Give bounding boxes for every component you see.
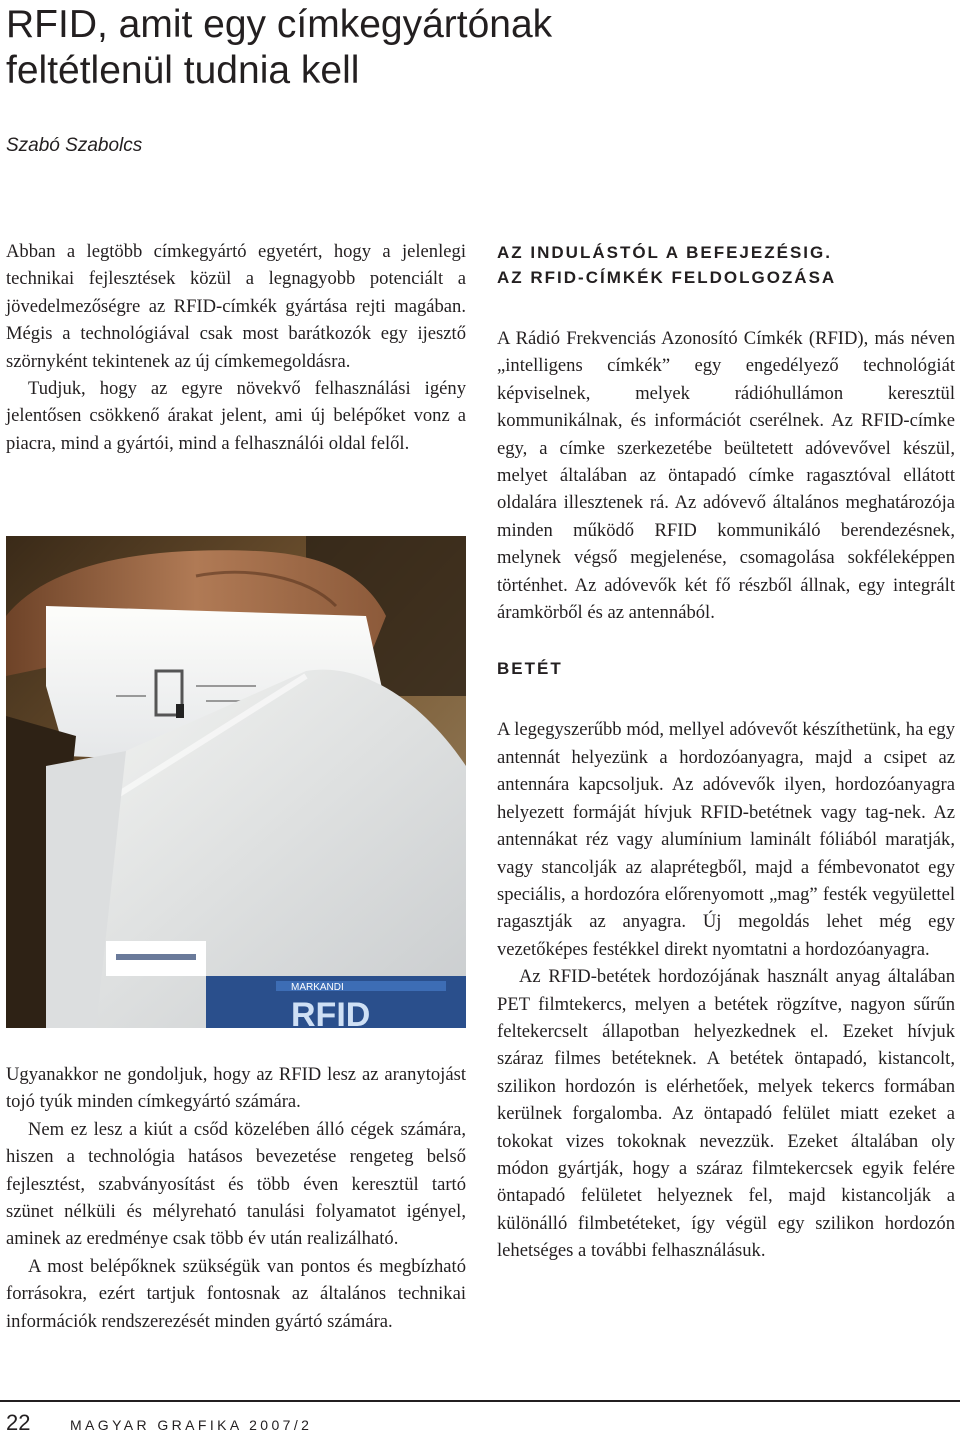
inlay-paragraph-2: Az RFID-betétek hordozójának használt anyag általában PET filmtekercs, melyen a betétek rögzítve, nagyon sűrűn feltekercselt állapotban helyezkednek el. Ezeket hívjuk száraz filmes betéteknek. A betétek öntapadó, kistancolt, szilikon hordozón is elérhetőek, melyek tekercs formában kerülnek forgalomba. Az öntapadó felület miatt ezeket a tokokat vizes tokoknak nevezzük. Ezeket általában oly módon gyártják, hogy a száraz filmtekercsek egyik felére öntapadó felületet helyeznek fel, majd kistancolják a különálló filmbetéteket, így végül egy szilikon hordozón lehetséges a további felhasználásuk. [497, 966, 955, 1262]
intro-paragraph-1: Abban a legtöbb címkegyártó egyetért, hogy a jelenlegi technikai fejlesztések közül a legnagyobb potenciált a jövedelmezőségre az RFID-címkék gyártása rejti magában. Mégis a technológiával csak most barátkozók egy ijesztő szörnyként tekintenek az új címkemegoldásra. [6, 241, 466, 372]
spacer [497, 290, 955, 325]
photo-label-brand: MARKANDI [291, 982, 344, 993]
spacer [497, 626, 955, 656]
section-heading-processing [497, 240, 955, 290]
section-heading-line-2: AZ RFID-CÍMKÉK FELDOLGOZÁSA [497, 268, 837, 287]
intro-column [6, 238, 466, 457]
rfid-label-photo [6, 536, 466, 1028]
title-line-2: feltétlenül tudnia kell [6, 49, 360, 92]
section-heading-inlay: BETÉT [497, 659, 563, 679]
right-column [497, 240, 955, 1265]
magazine-name: MAGYAR GRAFIKA 2007/2 [70, 1417, 313, 1433]
photo-label-rfid: RFID [291, 996, 371, 1028]
lower-paragraph-3: A most belépőknek szükségük van pontos és megbízható forrásokra, ezért tartjuk fontosnak az általános technikai információk rendszerezését minden gyártó számára. [6, 1255, 466, 1332]
lower-paragraph-1: Ugyanakkor ne gondoljuk, hogy az RFID lesz az aranytojást tojó tyúk minden címkegyártó számára. [6, 1064, 466, 1113]
section-heading-line-1: AZ INDULÁSTÓL A BEFEJEZÉSIG. [497, 243, 832, 262]
spacer [497, 681, 955, 716]
author-byline: Szabó Szabolcs [6, 135, 143, 156]
page-number: 22 [6, 1410, 31, 1435]
footer-rule [0, 1400, 960, 1402]
processing-paragraph-1: A Rádió Frekvenciás Azonosító Címkék (RFID), más néven „intelligens címkék” egy engedélyező technológiát képviselnek, melyek rádióhullámon keresztül kommunikálnak, és információt cserélnek. Az RFID-címke egy, a címke szerkezetébe beültetett adóvevővel készül, melyet általában az öntapadó címke ragasztóval ellátott oldalára illesztenek rá. Az adóvevő általános meghatározója minden működő RFID kommunikáló berendezésnek, melynek végső megjelenése, csomagolása sokféleképpen történhet. Az adóvevők két fő részből állnak, egy integrált áramkörből és az antennából. [497, 328, 955, 624]
lower-paragraph-2: Nem ez lesz a kiút a csőd közelében álló cégek számára, hiszen a technológia hatásos bevezetése rengeteg belső fejlesztést, szabványosítást és több éven keresztül tartó szünet nélküli és mélyreható tanulási folyamatot igényel, aminek az eredménye csak több év után realizálható. [6, 1118, 466, 1250]
article-title [6, 2, 906, 94]
inlay-paragraph-1: A legegyszerűbb mód, mellyel adóvevőt készíthetünk, ha egy antennát helyezünk a hordozóanyagra, majd a csipet az antennára kapcsoljuk. Az adóvevők ilyen, hordozóanyagra helyezett formáját hívjuk RFID-betétnek vagy tag-nek. Az antennákat réz vagy alumínium laminált fóliából maratják, vagy stancolják az alaprétegből, majd a fémbevonatot egy speciális, a hordozóra előrenyomott „mag” festék vegyülettel ragasztják az anyagra. Új megoldás lehet még egy vezetőképes festékkel direkt nyomtatni a hordozóanyagra. [497, 719, 955, 960]
lower-left-column [6, 1061, 466, 1335]
intro-paragraph-2: Tudjuk, hogy az egyre növekvő felhasználási igény jelentősen csökkenő árakat jelent, ami új belépőket vonz a piacra, mind a gyártói, mind a felhasználói oldal felől. [6, 378, 466, 454]
title-line-1: RFID, amit egy címkegyártónak [6, 3, 553, 46]
